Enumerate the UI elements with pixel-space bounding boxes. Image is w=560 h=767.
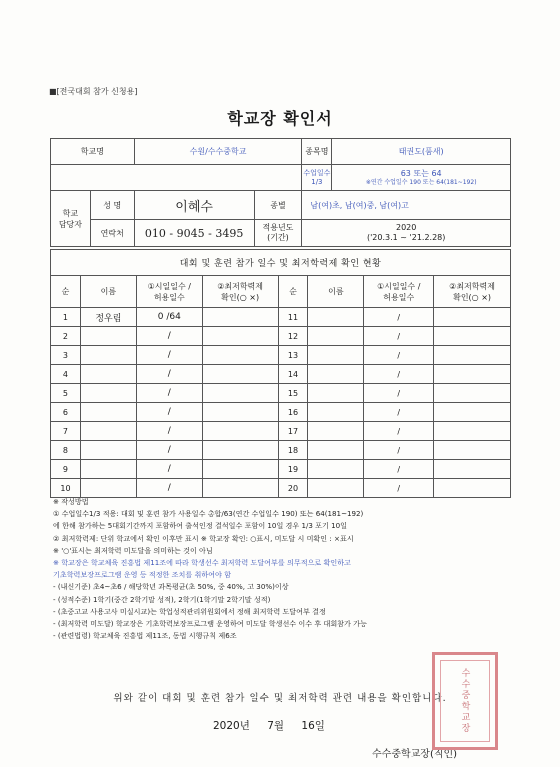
school-name-cont bbox=[51, 165, 302, 191]
row-check-right bbox=[434, 441, 511, 460]
col-no: 순 bbox=[51, 276, 81, 308]
year-value-cell bbox=[302, 220, 511, 247]
row-days-right: / bbox=[364, 308, 434, 327]
row-check bbox=[202, 441, 278, 460]
row-no-right: 16 bbox=[278, 403, 308, 422]
form-label: ■[전국대회 참가 신청용] bbox=[49, 87, 138, 96]
status-header-row bbox=[51, 276, 511, 308]
row-name-right bbox=[308, 403, 364, 422]
row-check-right bbox=[434, 327, 511, 346]
row-days-right: / bbox=[364, 346, 434, 365]
signer: 수수중학교장(직인) bbox=[372, 749, 458, 760]
row-name bbox=[80, 479, 136, 498]
row-name bbox=[80, 403, 136, 422]
status-title: 대회 및 훈련 참가 일수 및 최저학력제 확인 현황 bbox=[51, 250, 511, 276]
row-days: / bbox=[136, 441, 202, 460]
table-row bbox=[51, 365, 511, 384]
row-days: / bbox=[136, 327, 202, 346]
row-name-right bbox=[308, 460, 364, 479]
official-seal bbox=[432, 652, 498, 750]
table-row bbox=[51, 308, 511, 327]
sport-label: 종목명 bbox=[302, 139, 332, 165]
days-note: ※연간 수업일수 190 또는 64(181~192) bbox=[365, 178, 477, 186]
note-line: ① 수업일수1/3 적용: 대회 및 훈련 참가 사용일수 총합/63(연간 수업일수 190) 또는 64(181~192) bbox=[53, 509, 364, 519]
row-name: 정우림 bbox=[80, 308, 136, 327]
row-days-right: / bbox=[364, 460, 434, 479]
name-label: 성 명 bbox=[90, 191, 134, 220]
row-check bbox=[202, 346, 278, 365]
date-month: 7월 bbox=[267, 720, 285, 732]
row-check bbox=[202, 365, 278, 384]
row-name bbox=[80, 346, 136, 365]
row-no: 3 bbox=[51, 346, 81, 365]
table-row bbox=[51, 384, 511, 403]
row-name bbox=[80, 441, 136, 460]
seal-text: 수수중학교장 bbox=[440, 660, 490, 742]
note-line: ※ 작성방법 bbox=[53, 497, 89, 506]
row-no: 1 bbox=[51, 308, 81, 327]
row-no-right: 13 bbox=[278, 346, 308, 365]
row-days-right: / bbox=[364, 403, 434, 422]
row-name bbox=[80, 365, 136, 384]
year-label: 적용년도 (기간) bbox=[254, 220, 302, 247]
row-check-right bbox=[434, 479, 511, 498]
instructions bbox=[53, 496, 513, 642]
row-days: / bbox=[136, 384, 202, 403]
name-value: 이혜수 bbox=[134, 191, 254, 220]
row-days-right: / bbox=[364, 479, 434, 498]
row-no: 9 bbox=[51, 460, 81, 479]
header-table bbox=[50, 138, 511, 247]
row-name bbox=[80, 384, 136, 403]
row-name-right bbox=[308, 422, 364, 441]
school-name-value: 수원/수수중학교 bbox=[134, 139, 302, 165]
row-days: / bbox=[136, 460, 202, 479]
days-value-cell bbox=[332, 165, 511, 191]
year-value: 2020 bbox=[396, 223, 417, 232]
row-days-right: / bbox=[364, 365, 434, 384]
row-no-right: 12 bbox=[278, 327, 308, 346]
row-no-right: 17 bbox=[278, 422, 308, 441]
note-line: 기초학력보장프로그램 운영 등 적정한 조치를 취하여야 함 bbox=[53, 570, 231, 580]
year-period: ('20.3.1 ~ '21.2.28) bbox=[366, 233, 446, 242]
table-row bbox=[51, 422, 511, 441]
row-no-right: 15 bbox=[278, 384, 308, 403]
row-no-right: 11 bbox=[278, 308, 308, 327]
row-days-right: / bbox=[364, 327, 434, 346]
closing-statement: 위와 같이 대회 및 훈련 참가 일수 및 최저학력 관련 내용을 확인합니다. bbox=[113, 693, 447, 704]
table-row bbox=[51, 460, 511, 479]
row-check-right bbox=[434, 403, 511, 422]
row-no: 8 bbox=[51, 441, 81, 460]
col-no-right: 순 bbox=[278, 276, 308, 308]
days-label-text: 수업일수 bbox=[303, 168, 331, 177]
row-check-right bbox=[434, 365, 511, 384]
table-row bbox=[51, 441, 511, 460]
school-name-label: 학교명 bbox=[51, 139, 135, 165]
table-row bbox=[51, 403, 511, 422]
note-line: 에 한해 참가하는 5대회기간까지 포함하여 출석인정 결석일수 포함이 10일 경우 1/3 포기 10일 bbox=[53, 521, 348, 531]
row-days: / bbox=[136, 403, 202, 422]
grade-label: 종별 bbox=[254, 191, 302, 220]
row-name-right bbox=[308, 308, 364, 327]
row-no: 2 bbox=[51, 327, 81, 346]
row-days: / bbox=[136, 479, 202, 498]
date-day: 16일 bbox=[301, 720, 325, 732]
note-line: ② 최저학력제: 단위 학교에서 확인 이후만 표시 ※ 학교장 확인: ○표시, 미도달 시 미확인 : ×표시 bbox=[53, 533, 354, 543]
row-name-right bbox=[308, 327, 364, 346]
note-line: ※ '○'표시는 최저학력 미도달을 의미하는 것이 아님 bbox=[53, 545, 213, 555]
student-label: 학교 담당자 bbox=[51, 191, 91, 247]
row-days-right: / bbox=[364, 441, 434, 460]
row-name-right bbox=[308, 441, 364, 460]
col-days: ①시일일수 / 허용일수 bbox=[136, 276, 202, 308]
table-row bbox=[51, 346, 511, 365]
contact-value: 010 - 9045 - 3495 bbox=[134, 220, 254, 247]
row-no-right: 18 bbox=[278, 441, 308, 460]
days-label bbox=[302, 165, 332, 191]
row-no: 4 bbox=[51, 365, 81, 384]
note-line: - (최저학력 미도달) 학교장은 기초학력보장프로그램 운영하여 미도달 학생선수 이수 후 대회참가 가능 bbox=[53, 619, 367, 629]
row-name-right bbox=[308, 479, 364, 498]
row-no: 6 bbox=[51, 403, 81, 422]
contact-label: 연락처 bbox=[90, 220, 134, 247]
row-no: 7 bbox=[51, 422, 81, 441]
row-days-right: / bbox=[364, 384, 434, 403]
row-days: / bbox=[136, 346, 202, 365]
row-no-right: 20 bbox=[278, 479, 308, 498]
page-title: 학교장 확인서 bbox=[227, 109, 333, 128]
row-days: 0 /64 bbox=[136, 308, 202, 327]
row-check-right bbox=[434, 422, 511, 441]
col-name-right: 이름 bbox=[308, 276, 364, 308]
row-check bbox=[202, 384, 278, 403]
col-check: ②최저학력제 확인(○ ×) bbox=[202, 276, 278, 308]
row-check-right bbox=[434, 384, 511, 403]
row-name-right bbox=[308, 384, 364, 403]
issue-date bbox=[213, 718, 325, 733]
row-check bbox=[202, 479, 278, 498]
row-check bbox=[202, 403, 278, 422]
row-check-right bbox=[434, 346, 511, 365]
row-days-right: / bbox=[364, 422, 434, 441]
col-days-right: ①시일일수 / 허용일수 bbox=[364, 276, 434, 308]
col-name: 이름 bbox=[80, 276, 136, 308]
col-check-right: ②최저학력제 확인(○ ×) bbox=[434, 276, 511, 308]
row-name bbox=[80, 422, 136, 441]
row-check bbox=[202, 422, 278, 441]
row-check bbox=[202, 327, 278, 346]
row-name-right bbox=[308, 365, 364, 384]
row-check-right bbox=[434, 308, 511, 327]
table-row bbox=[51, 327, 511, 346]
note-line: - (성적수준) 1학기(중간 2학기말 성적), 2학기(1학기말 2학기말 성적) bbox=[53, 594, 271, 604]
row-check-right bbox=[434, 460, 511, 479]
row-no-right: 19 bbox=[278, 460, 308, 479]
row-name-right bbox=[308, 346, 364, 365]
row-no-right: 14 bbox=[278, 365, 308, 384]
row-check bbox=[202, 460, 278, 479]
days-ratio: 1/3 bbox=[311, 177, 323, 186]
note-line: - (초중고교 사용고사 미실시교)는 학업성적관리위원회에서 정해 최저학력 도달여부 결정 bbox=[53, 606, 326, 616]
table-row bbox=[51, 479, 511, 498]
note-line: ※ 학교장은 학교체육 진흥법 제11조에 따라 학생선수 최저학력 도달여부를 의무적으로 확인하고 bbox=[53, 558, 351, 568]
row-no: 5 bbox=[51, 384, 81, 403]
date-year: 2020년 bbox=[213, 720, 250, 732]
row-days: / bbox=[136, 365, 202, 384]
row-no: 10 bbox=[51, 479, 81, 498]
row-name bbox=[80, 460, 136, 479]
note-line: - (관련법령) 학교체육 진흥법 제11조, 동법 시행규칙 제6조 bbox=[53, 631, 237, 641]
row-days: / bbox=[136, 422, 202, 441]
sport-value: 태권도(품새) bbox=[332, 139, 511, 165]
days-value: 63 또는 64 bbox=[400, 168, 442, 178]
status-table bbox=[50, 249, 511, 498]
row-name bbox=[80, 327, 136, 346]
status-rows bbox=[51, 308, 511, 498]
note-line: - (내신기준) 초4~초6 / 해당학년 과목평균(초 50%, 중 40%, 고 30%)이상 bbox=[53, 582, 289, 592]
row-check bbox=[202, 308, 278, 327]
grade-options: 남(여)초, 남(여)중, 남(여)고 bbox=[302, 191, 511, 220]
